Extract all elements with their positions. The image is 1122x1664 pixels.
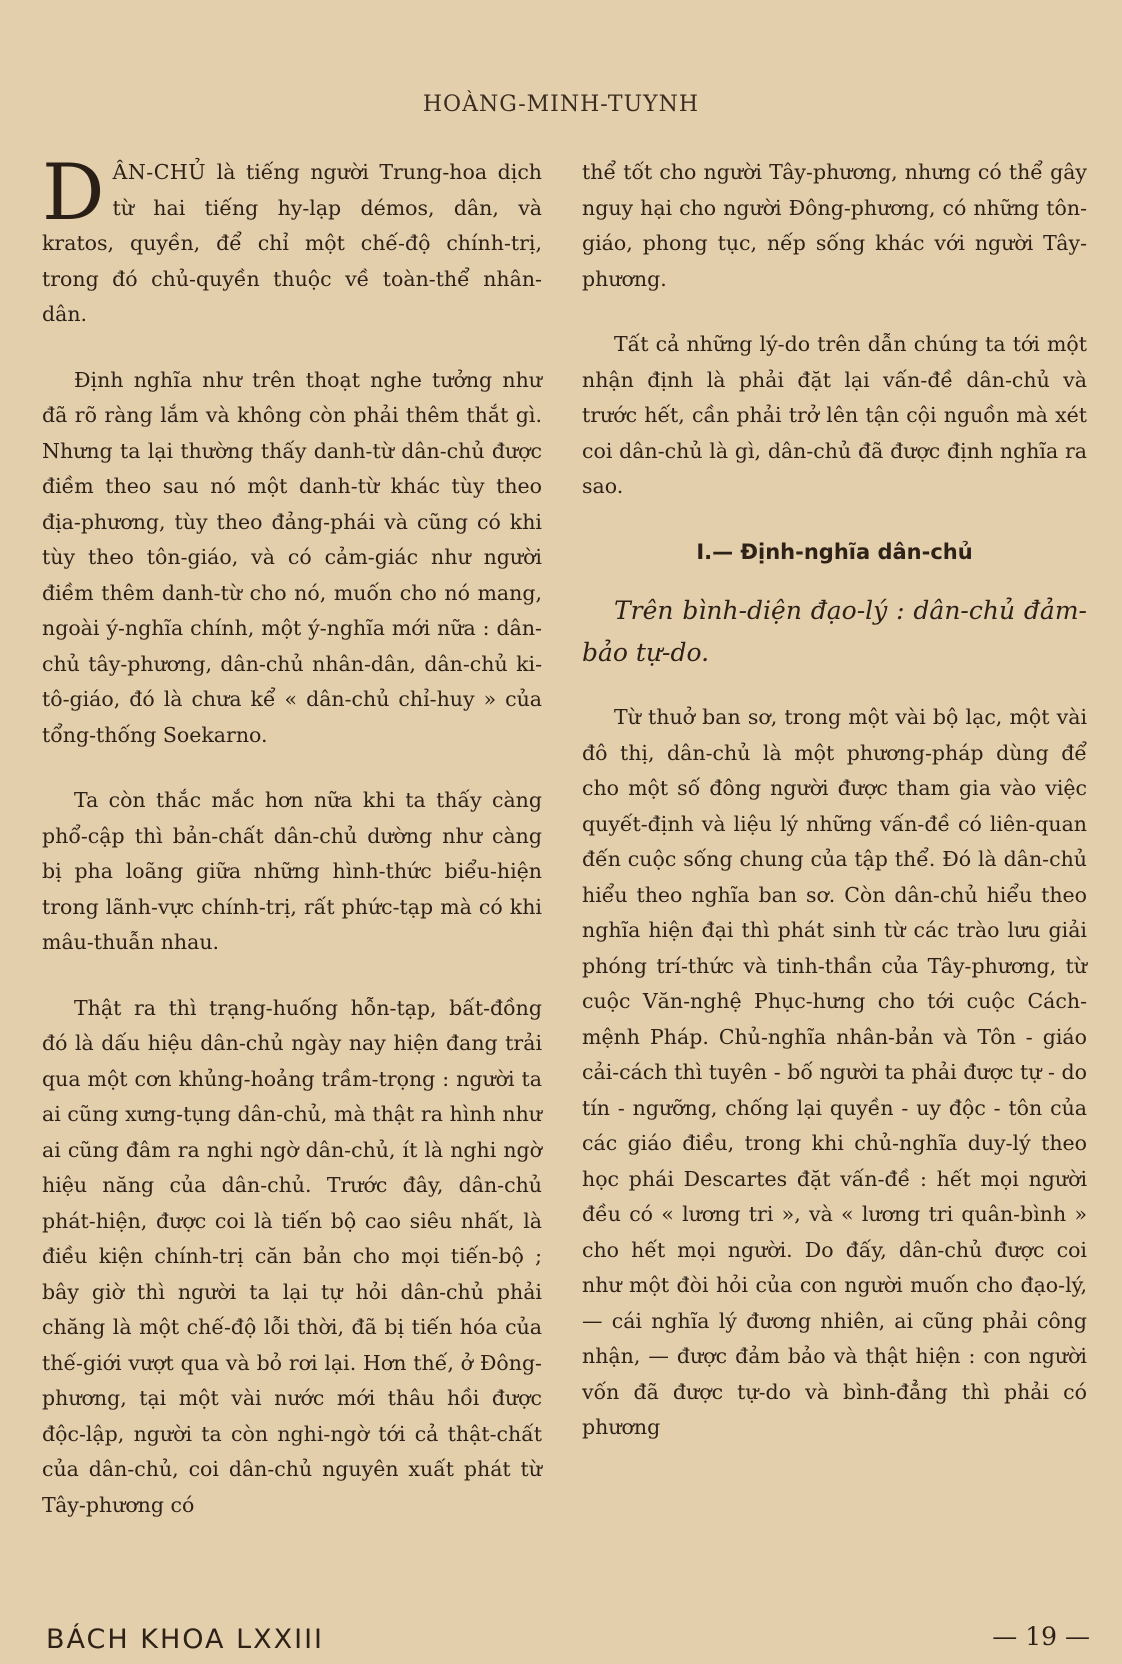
intro-text: là tiếng người Trung-hoa dịch từ hai tiếng hy-lạp démos, dân, và kratos, quyền, để chỉ một chế-độ chính-trị, trong đó chủ-quyền thuộc về toàn-thể nhân-dân.	[42, 160, 542, 326]
left-column	[42, 148, 542, 1553]
intro-caps: ÂN-CHỦ	[112, 160, 207, 184]
paragraph-crisis: Thật ra thì trạng-huống hỗn-tạp, bất-đồng đó là dấu hiệu dân-chủ ngày nay hiện đang trải qua một cơn khủng-hoảng trầm-trọng : người ta ai cũng xưng-tụng dân-chủ, mà thật ra hình như ai cũng đâm ra nghi ngờ dân-chủ, ít là nghi ngờ hiệu năng của dân-chủ. Trước đây, dân-chủ phát-hiện, được coi là tiến bộ cao siêu nhất, là điều kiện chính-trị căn bản cho mọi tiến-bộ ; bây giờ thì người ta lại tự hỏi dân-chủ phải chăng là một chế-độ lỗi thời, đã bị tiến hóa của thế-giới vượt qua và bỏ rơi lại. Hơn thế, ở Đông-phương, tại một vài nước mới thâu hồi được độc-lập, người ta còn nghi-ngờ tới cả thật-chất của dân-chủ, coi dân-chủ nguyên xuất phát từ Tây-phương có	[42, 995, 542, 1517]
drop-cap: D	[42, 148, 105, 238]
right-column	[582, 155, 1087, 1476]
section-subheading: Trên bình-diện đạo-lý : dân-chủ đảm-bảo tự-do.	[582, 596, 1087, 667]
footer-journal-title: BÁCH KHOA LXXIII	[46, 1624, 325, 1655]
paragraph-continuation: thể tốt cho người Tây-phương, nhưng có thể gây nguy hại cho người Đông-phương, có những tôn-giáo, phong tục, nếp sống khác với người Tây-phương.	[582, 160, 1087, 291]
paragraph-intro	[42, 148, 542, 333]
paragraph-reasons: Tất cả những lý-do trên dẫn chúng ta tới một nhận định là phải đặt lại vấn-đề dân-chủ và trước hết, cần phải trở lên tận cội nguồn mà xét coi dân-chủ là gì, dân-chủ đã được định nghĩa ra sao.	[582, 332, 1087, 498]
paragraph-definition: Định nghĩa như trên thoạt nghe tưởng như đã rõ ràng lắm và không còn phải thêm thắt gì. Nhưng ta lại thường thấy danh-từ dân-chủ được điềm theo sau nó một danh-từ khác tùy theo địa-phương, tùy theo đảng-phái và cũng có khi tùy theo tôn-giáo, và có cảm-giác như người điềm thêm danh-từ cho nó, muốn cho nó mang, ngoài ý-nghĩa chính, một ý-nghĩa mới nữa : dân-chủ tây-phương, dân-chủ nhân-dân, dân-chủ ki-tô-giáo, đó là chưa kể « dân-chủ chỉ-huy » của tổng-thống Soekarno.	[42, 367, 542, 747]
footer-page-number: — 19 —	[992, 1622, 1090, 1651]
paragraph-history: Từ thuở ban sơ, trong một vài bộ lạc, một vài đô thị, dân-chủ là một phương-pháp dùng để cho một số đông người được tham gia vào việc quyết-định và liệu lý những vấn-đề có liên-quan đến cuộc sống chung của tập thể. Đó là dân-chủ hiểu theo nghĩa ban sơ. Còn dân-chủ hiểu theo nghĩa hiện đại thì phát sinh từ các trào lưu giải phóng trí-thức và tinh-thần của Tây-phương, từ cuộc Văn-nghệ Phục-hưng cho tới cuộc Cách-mệnh Pháp. Chủ-nghĩa nhân-bản và Tôn - giáo cải-cách thì tuyên - bố người ta phải được tự - do tín - ngưỡng, chống lại quyền - uy độc - tôn của các giáo điều, trong khi chủ-nghĩa duy-lý theo học phái Descartes đặt vấn-đề : hết mọi người đều có « lương tri », và « lương tri quân-bình » cho hết mọi người. Do đấy, dân-chủ được coi như một đòi hỏi của con người muốn cho đạo-lý, — cái nghĩa lý đương nhiên, ai cũng phải công nhận, — được đảm bảo và thật hiện : con người vốn đã được tự-do và bình-đẳng thì phải có phương	[582, 705, 1087, 1439]
paragraph-confusion: Ta còn thắc mắc hơn nữa khi ta thấy càng phổ-cập thì bản-chất dân-chủ dường như càng bị pha loãng giữa những hình-thức biểu-hiện trong lãnh-vực chính-trị, rất phức-tạp mà có khi mâu-thuẫn nhau.	[42, 788, 542, 954]
section-heading: I.— Định-nghĩa dân-chủ	[696, 539, 973, 564]
page-header-author: HOÀNG-MINH-TUYNH	[422, 92, 700, 117]
